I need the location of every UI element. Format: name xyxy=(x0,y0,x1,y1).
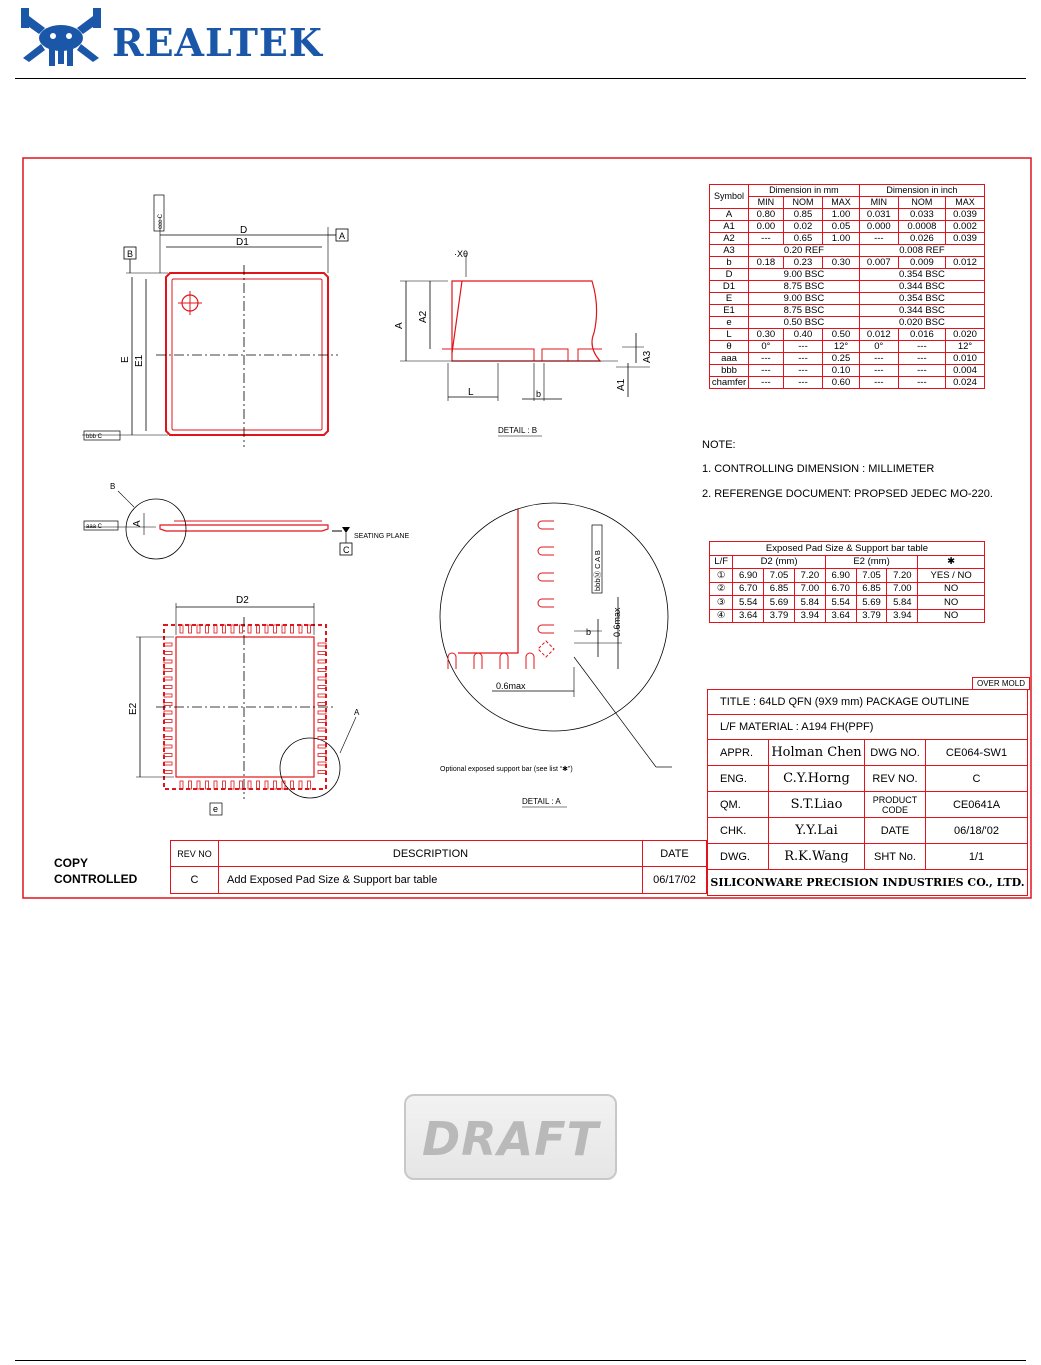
dim-cell: 0.40 xyxy=(783,328,822,340)
dim-cell: --- xyxy=(749,232,784,244)
label-aaa-c: aaa C xyxy=(86,524,103,530)
dim-cell: 0.23 xyxy=(783,256,822,268)
dim-cell: 0.02 xyxy=(783,220,822,232)
dim-cell: 0.60 xyxy=(823,376,860,388)
terminal-pad xyxy=(164,703,172,706)
terminal-pad xyxy=(164,711,172,714)
header-rule xyxy=(15,78,1026,79)
dim-symbol: θ xyxy=(710,340,749,352)
over-mold-tag: OVER MOLD xyxy=(972,677,1030,690)
dwg-label: DWG. xyxy=(708,844,769,870)
rev-date-header: DATE xyxy=(643,841,707,867)
dim-cell-merged: 0.354 BSC xyxy=(859,292,984,304)
dim-cell: 0.25 xyxy=(823,352,860,364)
dim-cell: 0.30 xyxy=(749,328,784,340)
dim-row xyxy=(710,280,985,292)
terminal-pad xyxy=(318,686,326,689)
appr-signature: Holman Chen xyxy=(769,740,865,766)
label-a1: A1 xyxy=(616,378,627,391)
dim-cell: --- xyxy=(749,352,784,364)
dim-cell: 0.05 xyxy=(823,220,860,232)
pad-cell: 5.54 xyxy=(733,596,764,610)
dim-cell: 1.00 xyxy=(823,232,860,244)
dim-subheader: MAX xyxy=(946,196,985,208)
dim-cell: --- xyxy=(859,232,898,244)
pad-cell: 5.54 xyxy=(825,596,856,610)
dim-cell: 0.039 xyxy=(946,208,985,220)
dim-row xyxy=(710,316,985,328)
terminal-pad xyxy=(274,781,277,789)
terminal-pad xyxy=(231,781,234,789)
dim-symbol: E1 xyxy=(710,304,749,316)
dim-row xyxy=(710,376,985,388)
dim-cell: 0.50 xyxy=(823,328,860,340)
dim-cell: 0.30 xyxy=(823,256,860,268)
dim-row xyxy=(710,208,985,220)
appr-label: APPR. xyxy=(708,740,769,766)
dim-cell: 0.020 xyxy=(946,328,985,340)
pad-row xyxy=(710,596,985,610)
pad-lf: ① xyxy=(710,569,733,583)
terminal-pad xyxy=(318,762,326,765)
terminal-pad xyxy=(318,677,326,680)
dwg-signature: R.K.Wang xyxy=(769,844,865,870)
dim-cell-merged: 8.75 BSC xyxy=(749,280,860,292)
date-label: DATE xyxy=(865,818,926,844)
dim-cell: 0.026 xyxy=(898,232,945,244)
dim-cell: 0.012 xyxy=(859,328,898,340)
dwg-no-label: DWG NO. xyxy=(865,740,926,766)
dim-symbol: D1 xyxy=(710,280,749,292)
terminal-pad xyxy=(164,771,172,774)
company-name: SILICONWARE PRECISION INDUSTRIES CO., LTD. xyxy=(708,870,1028,896)
label-fcf: bbbⓂ C A B xyxy=(593,550,602,591)
terminal-pad xyxy=(318,669,326,672)
dim-cell: 0.039 xyxy=(946,232,985,244)
pad-cell: 3.79 xyxy=(856,609,887,623)
dim-cell: 0° xyxy=(859,340,898,352)
terminal-pad xyxy=(164,762,172,765)
dim-symbol: D xyxy=(710,268,749,280)
dim-cell: 0.004 xyxy=(946,364,985,376)
note-1: 1. CONTROLLING DIMENSION : MILLIMETER xyxy=(702,463,935,475)
pad-cell: 7.20 xyxy=(794,569,825,583)
rev-no-value: C xyxy=(926,766,1028,792)
dim-row xyxy=(710,304,985,316)
datum-b: B xyxy=(127,249,134,259)
optional-support-bar-note: Optional exposed support bar (see list “✱”) xyxy=(440,766,573,773)
pad-lf: ④ xyxy=(710,609,733,623)
pad-cell: 5.84 xyxy=(794,596,825,610)
pad-header-e2: E2 (mm) xyxy=(825,555,917,569)
dim-cell: --- xyxy=(898,364,945,376)
rev-header: REV NO xyxy=(171,841,219,867)
callout-a: A xyxy=(354,708,360,717)
detail-b xyxy=(394,249,653,436)
chk-signature: Y.Y.Lai xyxy=(769,818,865,844)
terminal-pad xyxy=(318,771,326,774)
terminal-pad xyxy=(231,625,234,633)
dim-cell-merged: 0.020 BSC xyxy=(859,316,984,328)
dim-cell: 0.00 xyxy=(749,220,784,232)
top-view xyxy=(82,195,348,447)
pad-cell: 7.00 xyxy=(794,582,825,596)
dim-symbol: A3 xyxy=(710,244,749,256)
desc-header: DESCRIPTION xyxy=(219,841,643,867)
pad-cell: 3.64 xyxy=(825,609,856,623)
lf-material: L/F MATERIAL : A194 FH(PPF) xyxy=(708,715,1028,740)
pad-cell: 3.79 xyxy=(764,609,795,623)
eng-signature: C.Y.Horng xyxy=(769,766,865,792)
terminal-pad xyxy=(318,720,326,723)
label-b-a: b xyxy=(586,627,592,637)
pad-cell: 7.00 xyxy=(887,582,918,596)
terminal-pad xyxy=(318,703,326,706)
dim-cell-merged: 9.00 BSC xyxy=(749,292,860,304)
dim-row xyxy=(710,232,985,244)
terminal-pad xyxy=(318,643,326,646)
pad-table-title: Exposed Pad Size & Support bar table xyxy=(710,542,985,556)
terminal-pad xyxy=(257,625,260,633)
product-code-label: PRODUCT CODE xyxy=(865,792,926,818)
dim-cell: --- xyxy=(783,352,822,364)
pad-cell: 5.69 xyxy=(856,596,887,610)
dim-header-symbol: Symbol xyxy=(710,185,749,209)
dim-cell-merged: 0.20 REF xyxy=(749,244,860,256)
dim-row xyxy=(710,220,985,232)
dim-subheader: MIN xyxy=(859,196,898,208)
pad-row xyxy=(710,569,985,583)
dim-cell-merged: 0.344 BSC xyxy=(859,280,984,292)
dim-cell: 0.65 xyxy=(783,232,822,244)
pad-cell: 3.64 xyxy=(733,609,764,623)
terminal-pad xyxy=(291,625,294,633)
terminal-pad xyxy=(164,686,172,689)
terminal-pad xyxy=(318,652,326,655)
label-bbb-c-1: bbb C xyxy=(86,434,103,440)
terminal-pad xyxy=(282,625,285,633)
dim-header-inch: Dimension in inch xyxy=(859,185,984,197)
dim-cell: 0.80 xyxy=(749,208,784,220)
dim-cell: --- xyxy=(859,352,898,364)
terminal-pad xyxy=(189,625,192,633)
terminal-pad xyxy=(299,625,302,633)
pad-support-bar: NO xyxy=(918,596,985,610)
pad-cell: 6.85 xyxy=(856,582,887,596)
dim-symbol: L xyxy=(710,328,749,340)
dim-row xyxy=(710,268,985,280)
rev-value: C xyxy=(171,867,219,894)
pad-cell: 5.84 xyxy=(887,596,918,610)
datum-c: C xyxy=(343,545,350,555)
terminal-pad xyxy=(164,745,172,748)
terminal-pad xyxy=(223,781,226,789)
datum-a: A xyxy=(339,231,346,241)
label-x-theta: ·Xθ xyxy=(454,249,469,259)
label-a-side: A xyxy=(132,520,143,527)
pad-cell: 3.94 xyxy=(794,609,825,623)
dim-subheader: MIN xyxy=(749,196,784,208)
realtek-logo xyxy=(15,6,323,68)
terminal-pad xyxy=(180,625,183,633)
dim-symbol: A xyxy=(710,208,749,220)
dim-row xyxy=(710,244,985,256)
terminal-pad xyxy=(274,625,277,633)
dim-symbol: aaa xyxy=(710,352,749,364)
pad-cell: 6.85 xyxy=(764,582,795,596)
dim-row xyxy=(710,340,985,352)
date-value: 06/18/'02 xyxy=(926,818,1028,844)
pad-lf: ③ xyxy=(710,596,733,610)
dim-row xyxy=(710,328,985,340)
terminal-pad xyxy=(308,781,311,789)
dim-header-mm: Dimension in mm xyxy=(749,185,860,197)
detail-a-label: DETAIL : A xyxy=(522,797,561,806)
dim-subheader: NOM xyxy=(783,196,822,208)
dim-cell: 0.007 xyxy=(859,256,898,268)
pad-header-d2: D2 (mm) xyxy=(733,555,825,569)
drawing-title: TITLE : 64LD QFN (9X9 mm) PACKAGE OUTLINE xyxy=(708,690,1028,715)
terminal-pad xyxy=(164,720,172,723)
terminal-pad xyxy=(197,625,200,633)
dim-cell: --- xyxy=(859,376,898,388)
dim-cell-merged: 0.354 BSC xyxy=(859,268,984,280)
label-max2: 0.6max xyxy=(496,681,526,691)
terminal-pad xyxy=(164,677,172,680)
controlled-label: CONTROLLED xyxy=(54,872,138,886)
dim-cell: 0° xyxy=(749,340,784,352)
label-e1: E1 xyxy=(134,354,145,367)
dim-cell: 0.0008 xyxy=(898,220,945,232)
terminal-pad xyxy=(180,781,183,789)
terminal-pad xyxy=(164,754,172,757)
seating-plane-label: SEATING PLANE xyxy=(354,533,410,540)
dim-cell: --- xyxy=(783,364,822,376)
pad-lf: ② xyxy=(710,582,733,596)
draft-stamp xyxy=(404,1094,617,1180)
pad-support-bar: NO xyxy=(918,609,985,623)
qm-label: QM. xyxy=(708,792,769,818)
terminal-pad xyxy=(164,660,172,663)
dim-cell-merged: 9.00 BSC xyxy=(749,268,860,280)
dim-cell-merged: 0.50 BSC xyxy=(749,316,860,328)
dim-cell: 0.000 xyxy=(859,220,898,232)
dim-cell: --- xyxy=(859,364,898,376)
dim-symbol: e xyxy=(710,316,749,328)
dim-symbol: A2 xyxy=(710,232,749,244)
footer-rule xyxy=(15,1360,1026,1361)
label-e: E xyxy=(120,356,131,363)
dim-cell: 0.024 xyxy=(946,376,985,388)
terminal-pad xyxy=(318,754,326,757)
dim-row xyxy=(710,352,985,364)
dim-cell: 12° xyxy=(823,340,860,352)
dimension-table xyxy=(709,184,985,389)
label-d2: D2 xyxy=(236,595,249,606)
pad-cell: 3.94 xyxy=(887,609,918,623)
label-e2: E2 xyxy=(128,702,139,715)
crab-logo-icon xyxy=(15,6,115,68)
dim-subheader: NOM xyxy=(898,196,945,208)
dim-cell: 0.009 xyxy=(898,256,945,268)
dim-cell: 0.85 xyxy=(783,208,822,220)
brand-name: REALTEK xyxy=(112,20,323,65)
terminal-pad xyxy=(164,737,172,740)
dim-subheader: MAX xyxy=(823,196,860,208)
dim-cell: --- xyxy=(783,340,822,352)
package-drawing xyxy=(22,157,1032,899)
pad-cell: 6.90 xyxy=(733,569,764,583)
pad-cell: 7.05 xyxy=(764,569,795,583)
dim-row xyxy=(710,292,985,304)
pad-cell: 7.20 xyxy=(887,569,918,583)
draft-text: DRAFT xyxy=(421,1112,599,1166)
label-max1: 0.6max xyxy=(612,607,622,637)
dim-cell: --- xyxy=(749,376,784,388)
dim-row xyxy=(710,256,985,268)
note-2: 2. REFERENGE DOCUMENT: PROPSED JEDEC MO-220. xyxy=(702,488,993,500)
terminal-pad xyxy=(299,781,302,789)
terminal-pad xyxy=(291,781,294,789)
dim-cell: 0.18 xyxy=(749,256,784,268)
dim-cell: 0.10 xyxy=(823,364,860,376)
terminal-pad xyxy=(318,660,326,663)
pad-row xyxy=(710,609,985,623)
dim-symbol: b xyxy=(710,256,749,268)
dim-cell: --- xyxy=(749,364,784,376)
terminal-pad xyxy=(164,694,172,697)
label-a3: A3 xyxy=(642,350,653,363)
label-d: D xyxy=(240,225,248,236)
terminal-pad xyxy=(164,669,172,672)
terminal-pad xyxy=(257,781,260,789)
dim-cell: 1.00 xyxy=(823,208,860,220)
label-e-pitch: e xyxy=(213,804,219,814)
terminal-pad xyxy=(318,745,326,748)
dim-symbol: bbb xyxy=(710,364,749,376)
label-ccc-c: ccc C xyxy=(158,214,164,229)
pad-cell: 7.05 xyxy=(856,569,887,583)
label-a-detail: A xyxy=(394,322,405,329)
rev-date: 06/17/02 xyxy=(643,867,707,894)
rev-no-label: REV NO. xyxy=(865,766,926,792)
dim-cell-merged: 0.344 BSC xyxy=(859,304,984,316)
title-block xyxy=(707,689,1028,896)
pad-row xyxy=(710,582,985,596)
dim-symbol: A1 xyxy=(710,220,749,232)
terminal-pad xyxy=(223,625,226,633)
exposed-pad-table xyxy=(709,541,985,623)
side-view xyxy=(84,482,409,559)
terminal-pad xyxy=(240,625,243,633)
pad-cell: 6.90 xyxy=(825,569,856,583)
terminal-pad xyxy=(308,625,311,633)
label-l: L xyxy=(468,387,474,398)
terminal-pad xyxy=(265,781,268,789)
rev-description: Add Exposed Pad Size & Support bar table xyxy=(219,867,643,894)
bottom-view xyxy=(128,595,567,815)
revision-block xyxy=(170,840,707,894)
copy-label: COPY xyxy=(54,856,89,870)
pad-cell: 6.70 xyxy=(733,582,764,596)
pad-cell: 6.70 xyxy=(825,582,856,596)
sht-label: SHT No. xyxy=(865,844,926,870)
terminal-pad xyxy=(214,625,217,633)
dim-cell: 12° xyxy=(946,340,985,352)
terminal-pad xyxy=(240,781,243,789)
terminal-pad xyxy=(318,694,326,697)
detail-a xyxy=(440,503,672,773)
pad-support-bar: YES / NO xyxy=(918,569,985,583)
dim-symbol: chamfer xyxy=(710,376,749,388)
callout-b: B xyxy=(110,482,116,491)
terminal-pad xyxy=(248,625,251,633)
label-d1: D1 xyxy=(236,237,249,248)
chk-label: CHK. xyxy=(708,818,769,844)
dim-cell: 0.031 xyxy=(859,208,898,220)
dim-row xyxy=(710,364,985,376)
terminal-pad xyxy=(318,728,326,731)
dim-cell-merged: 0.008 REF xyxy=(859,244,984,256)
terminal-pad xyxy=(206,781,209,789)
dwg-no-value: CE064-SW1 xyxy=(926,740,1028,766)
terminal-pad xyxy=(206,625,209,633)
dim-symbol: E xyxy=(710,292,749,304)
terminal-pad xyxy=(164,728,172,731)
dim-cell: 0.033 xyxy=(898,208,945,220)
label-b-detail: b xyxy=(536,389,542,399)
pad-header-star: ✱ xyxy=(918,555,985,569)
product-code-value: CE0641A xyxy=(926,792,1028,818)
dim-cell-merged: 8.75 BSC xyxy=(749,304,860,316)
terminal-pad xyxy=(248,781,251,789)
pad-support-bar: NO xyxy=(918,582,985,596)
pad-header-lf: L/F xyxy=(710,555,733,569)
dim-cell: 0.010 xyxy=(946,352,985,364)
qm-signature: S.T.Liao xyxy=(769,792,865,818)
terminal-pad xyxy=(189,781,192,789)
terminal-pad xyxy=(214,781,217,789)
terminal-pad xyxy=(164,652,172,655)
dim-cell: 0.016 xyxy=(898,328,945,340)
dim-cell: 0.012 xyxy=(946,256,985,268)
detail-b-label: DETAIL : B xyxy=(498,426,538,435)
terminal-pad xyxy=(318,711,326,714)
terminal-pad xyxy=(265,625,268,633)
dim-cell: --- xyxy=(898,376,945,388)
dim-cell: --- xyxy=(783,376,822,388)
dim-cell: 0.002 xyxy=(946,220,985,232)
terminal-pad xyxy=(197,781,200,789)
pad-cell: 5.69 xyxy=(764,596,795,610)
sht-value: 1/1 xyxy=(926,844,1028,870)
terminal-pad xyxy=(164,643,172,646)
eng-label: ENG. xyxy=(708,766,769,792)
note-heading: NOTE: xyxy=(702,439,736,451)
dim-cell: --- xyxy=(898,340,945,352)
dim-cell: --- xyxy=(898,352,945,364)
label-a2: A2 xyxy=(418,310,429,323)
